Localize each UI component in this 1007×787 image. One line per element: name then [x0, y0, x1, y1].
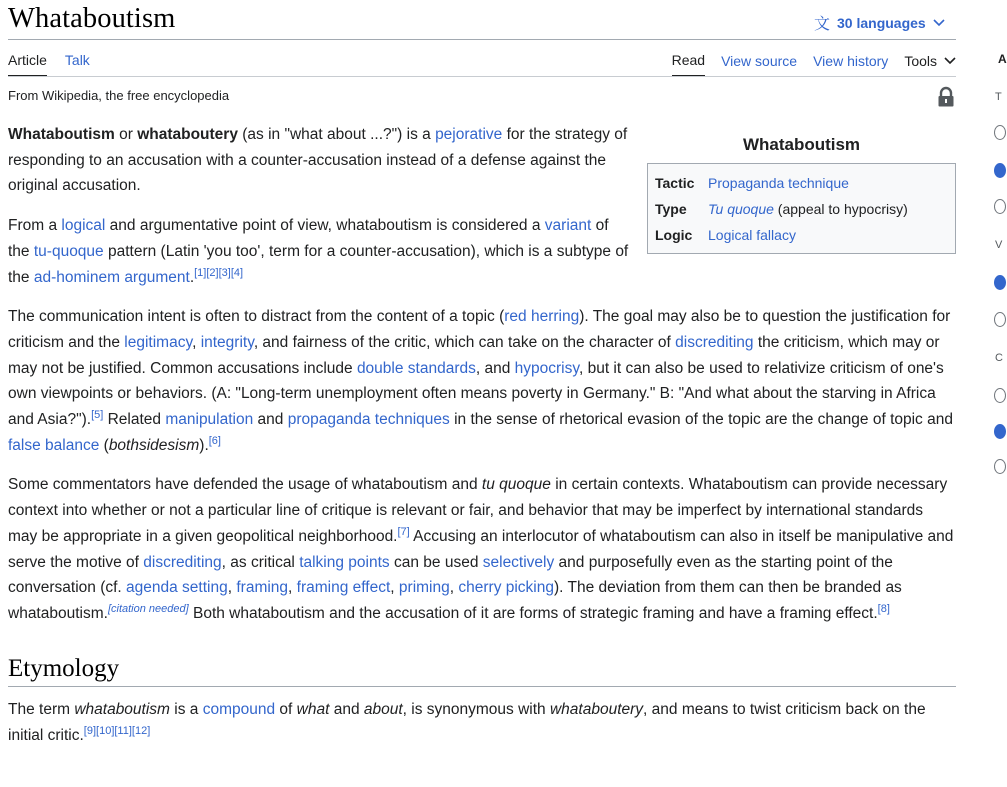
- tab-talk[interactable]: Talk: [64, 52, 90, 68]
- languages-label: 30 languages: [837, 14, 926, 31]
- lock-icon[interactable]: [937, 87, 955, 107]
- link-red-herring[interactable]: red herring: [504, 308, 580, 326]
- infobox-table: [647, 163, 956, 254]
- reference-links[interactable]: [1][2][3][4]: [194, 266, 244, 279]
- link-variant[interactable]: variant: [544, 217, 592, 235]
- link-selectively[interactable]: selectively: [482, 553, 555, 571]
- link-double-standards[interactable]: double standards: [356, 359, 476, 377]
- chevron-down-icon: [944, 57, 956, 65]
- panel-label-fragment: T: [995, 91, 1002, 103]
- article-content: [8, 122, 956, 763]
- link-integrity[interactable]: integrity: [200, 333, 254, 351]
- paragraph-intent: The communication intent is often to distract from the content of a topic (red herring). The goal may also be to question the justification for criticism and the legitimacy, integrity, and fairness of the critic, which can take on the character of discrediting the criticism, which may or may not be justified. Common accusations include double standards, and hypocrisy, but it can also be used to relativize criticism of one's own viewpoints or behaviors. (A: "Long-term unemployment often means poverty in Germany." B: "And what about the starving in Africa and Asia?").[5] Related manipulation and propaganda techniques in the sense of rhetorical evasion of the topic are the change of topic and false balance (bothsidesism).[6]: [8, 308, 953, 454]
- link-false-balance[interactable]: false balance: [8, 436, 100, 454]
- paragraph-logic: From a logical and argumentative point of view, whataboutism is considered a variant of the tu-quoque pattern (Latin 'you too', term for a counter-accusation), which is a subtype of the ad-hominem argument.[1][2][3][4]: [8, 217, 629, 286]
- radio-option[interactable]: [994, 125, 1006, 140]
- translate-icon: 文: [814, 16, 831, 33]
- citation-needed-link[interactable]: [citation needed]: [107, 602, 189, 615]
- panel-label-fragment: V: [995, 239, 1003, 251]
- link-framing-effect[interactable]: framing effect: [296, 579, 391, 597]
- radio-option-selected[interactable]: [994, 163, 1006, 178]
- link-cherry-picking[interactable]: cherry picking: [458, 579, 554, 597]
- radio-option[interactable]: [994, 459, 1006, 474]
- bold-term: Whataboutism: [8, 126, 115, 143]
- infobox-caption: Whataboutism: [742, 135, 861, 154]
- tabs-divider: [8, 76, 956, 77]
- view-tabs: [672, 52, 956, 77]
- link-compound[interactable]: compound: [202, 701, 276, 719]
- tab-article[interactable]: Article: [8, 52, 47, 77]
- link-manipulation[interactable]: manipulation: [165, 411, 254, 429]
- infobox-row: [655, 170, 949, 196]
- link-discrediting[interactable]: discrediting: [675, 333, 754, 351]
- infobox-link[interactable]: Propaganda technique: [708, 174, 849, 191]
- appearance-panel-edge: [993, 0, 1007, 787]
- site-subtitle: From Wikipedia, the free encyclopedia: [8, 88, 230, 103]
- bold-term: whataboutery: [137, 126, 238, 143]
- infobox-link[interactable]: Logical fallacy: [708, 226, 796, 243]
- radio-option[interactable]: [994, 388, 1006, 403]
- radio-option[interactable]: [994, 199, 1006, 214]
- infobox-row: [655, 196, 949, 222]
- reference-link[interactable]: [8]: [877, 602, 890, 615]
- paragraph-defense: Some commentators have defended the usage of whataboutism and tu quoque in certain contexts. Whataboutism can provide necessary context into whether or not a particular line of critique is relevant or fair, and behavior that may be imperfect by international standards may be appropriate in a given geopolitical neighborhood.[7] Accusing an interlocutor of whataboutism can also in itself be manipulative and serve the motive of discrediting, as critical talking points can be used selectively and purposefully even as the starting point of the conversation (cf. agenda setting, framing, framing effect, priming, cherry picking). The deviation from them can then be branded as whataboutism.[citation needed] Both whataboutism and the accusation of it are forms of strategic framing and have a framing effect.[8]: [8, 476, 954, 622]
- tab-read[interactable]: Read: [672, 52, 705, 77]
- link-hypocrisy[interactable]: hypocrisy: [514, 359, 579, 377]
- radio-option-selected[interactable]: [994, 424, 1006, 439]
- infobox-label: Logic: [655, 226, 693, 243]
- link-ad-hominem[interactable]: ad-hominem argument: [33, 268, 190, 286]
- tools-menu[interactable]: [904, 53, 956, 76]
- reference-link[interactable]: [7]: [397, 525, 410, 538]
- link-framing[interactable]: framing: [236, 579, 289, 597]
- tab-view-history[interactable]: View history: [813, 53, 889, 69]
- title-divider: [8, 39, 956, 40]
- infobox-value-extra: (appeal to hypocrisy): [777, 200, 908, 217]
- reference-links[interactable]: [9][10][11][12]: [83, 724, 151, 737]
- link-pejorative[interactable]: pejorative: [435, 126, 503, 143]
- chevron-down-icon: [933, 19, 945, 27]
- link-priming[interactable]: priming: [398, 579, 450, 597]
- tools-label: Tools: [904, 53, 937, 69]
- infobox: [647, 126, 956, 254]
- languages-button[interactable]: [814, 11, 945, 34]
- link-discrediting[interactable]: discrediting: [143, 553, 222, 571]
- paragraph-etymology: The term whataboutism is a compound of what and about, is synonymous with whataboutery, and means to twist criticism back on the initial critic.[9][10][11][12]: [8, 701, 926, 745]
- page-title: Whataboutism: [8, 3, 176, 34]
- panel-label-fragment: C: [995, 352, 1003, 364]
- infobox-label: Tactic: [655, 174, 695, 191]
- link-talking-points[interactable]: talking points: [299, 553, 390, 571]
- link-logical[interactable]: logical: [61, 217, 106, 235]
- link-tu-quoque[interactable]: tu-quoque: [33, 242, 104, 260]
- paragraph-lead: Whataboutism or whataboutery (as in "what about ...?") is a pejorative for the strategy of responding to an accusation with a counter-accusation instead of a defense against the original accusation.: [8, 126, 628, 195]
- section-heading-etymology: Etymology: [8, 656, 956, 688]
- radio-option[interactable]: [994, 312, 1006, 327]
- tab-view-source[interactable]: View source: [721, 53, 798, 69]
- reference-link[interactable]: [6]: [208, 434, 221, 447]
- link-agenda-setting[interactable]: agenda setting: [126, 579, 228, 597]
- infobox-label: Type: [655, 200, 687, 217]
- link-propaganda-techniques[interactable]: propaganda techniques: [287, 411, 450, 429]
- infobox-link[interactable]: Tu quoque: [708, 200, 774, 217]
- reference-link[interactable]: [5]: [91, 408, 104, 421]
- infobox-row: [655, 222, 949, 248]
- panel-heading-fragment: A: [998, 52, 1007, 66]
- link-legitimacy[interactable]: legitimacy: [124, 333, 193, 351]
- namespace-tabs: [8, 52, 90, 77]
- radio-option-selected[interactable]: [994, 275, 1006, 290]
